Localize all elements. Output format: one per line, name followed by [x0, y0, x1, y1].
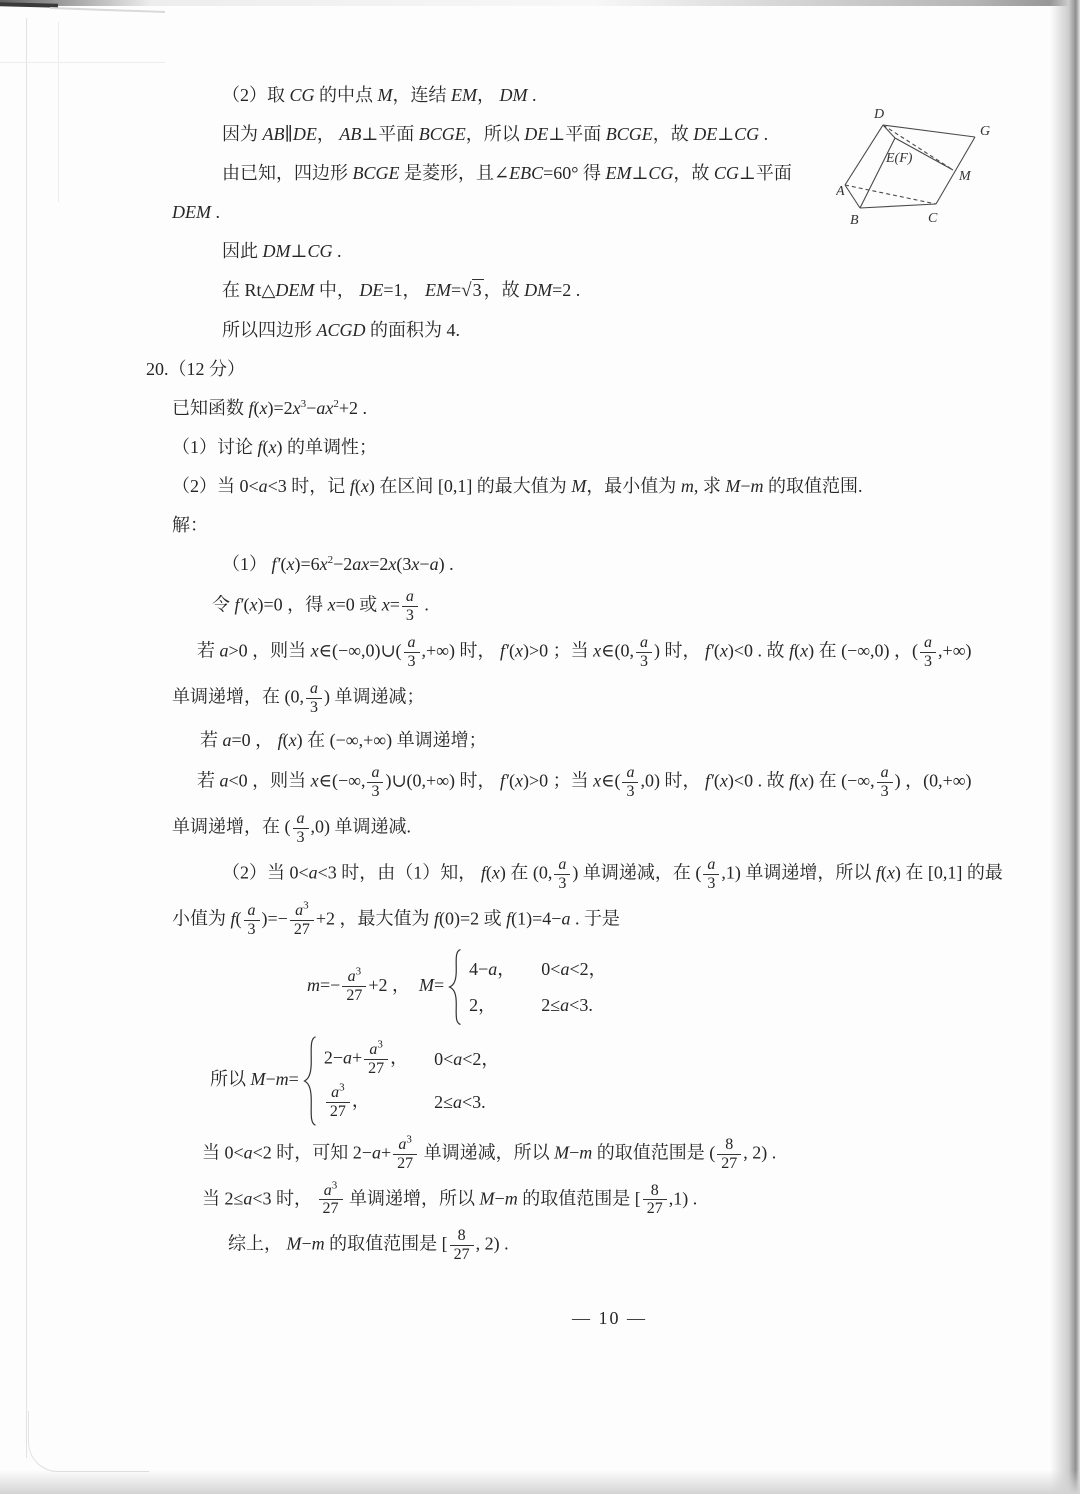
- scan-line-artifact: [0, 62, 165, 63]
- fraction: $\frac{8}{27}$: [450, 1227, 474, 1264]
- fraction: $\frac{a^3}{27}$: [364, 1041, 388, 1078]
- doc-line-1: （2）取 CG 的中点 M，连结 EM， DM .: [222, 85, 537, 105]
- fraction: $\frac{a^3}{27}$: [393, 1136, 417, 1173]
- doc-line-20: （2）当 0<a<3 时，由（1）知， f(x) 在 (0, $\frac{a}{3}$ ) 单调递减，在 ( $\frac{a}{3}$ ,1) 单调递增，所以 f(x) 在 [0,1] 的最: [222, 856, 1003, 892]
- cases-row: 2， 2≤a<3.: [469, 994, 593, 1015]
- doc-line-17: 若 a=0 ， f(x) 在 (−∞,+∞) 单调递增；: [200, 730, 487, 751]
- fraction: $\frac{a}{3}$: [554, 856, 570, 893]
- fraction: $\frac{a}{3}$: [636, 634, 652, 671]
- scan-shadow-bottom: [0, 1470, 1080, 1494]
- doc-line-23: 所以 M−m= 2−a+ $\frac{a^3}{27}$ ， 0<a<2， $\frac{a^3}{27}$ ， 2≤a<3.: [210, 1035, 1047, 1127]
- piecewise-cases: [448, 948, 606, 1026]
- doc-line-24: 当 0<a<2 时，可知 2−a+ $\frac{a^3}{27}$ 单调递减，所以 M−m 的取值范围是 ( $\frac{8}{27}$ , 2) .: [202, 1133, 777, 1172]
- vertex-label-c: C: [928, 211, 938, 226]
- fraction: $\frac{a}{3}$: [402, 588, 418, 625]
- fraction: $\frac{8}{27}$: [643, 1182, 667, 1219]
- doc-line-9: 已知函数 $f(x)=2x^3-ax^2+2$ .: [172, 398, 367, 418]
- fraction: $\frac{a}{3}$: [293, 810, 309, 847]
- doc-line-3: 由已知，四边形 BCGE 是菱形，且∠EBC=60° 得 EM⊥CG，故 CG⊥平面: [222, 163, 792, 183]
- doc-line-15: 若 a>0 ，则当 x∈(−∞,0)∪( $\frac{a}{3}$ ,+∞) 时， f′(x)>0 ；当 x∈(0, $\frac{a}{3}$ ) 时， f′(x)<0 . 故 f(x) 在 (−∞,0) ，( $\frac{a}{3}$ ,+∞): [197, 633, 972, 670]
- scan-edge-left: [26, 18, 27, 1458]
- vertex-label-d: D: [874, 107, 885, 122]
- page-number: — 10 —: [572, 1308, 647, 1329]
- vertex-label-a: A: [836, 184, 845, 199]
- doc-line-6: 在 Rt△DEM 中， DE=1， EM=√3 ，故 DM=2 .: [222, 280, 581, 301]
- doc-line-14: 令 f′(x)=0 ，得 x=0 或 x= $\frac{a}{3}$ .: [212, 588, 429, 624]
- cases-brace: [303, 1035, 317, 1127]
- doc-line-10: （1）讨论 f(x) 的单调性；: [172, 437, 378, 457]
- fraction: $\frac{a}{3}$: [367, 764, 383, 801]
- fraction: $\frac{a^3}{27}$: [290, 902, 314, 939]
- fraction: $\frac{a}{3}$: [622, 764, 638, 801]
- fraction: $\frac{a}{3}$: [244, 902, 260, 939]
- fraction: $\frac{a}{3}$: [920, 634, 936, 671]
- doc-line-25: 当 2≤a<3 时， $\frac{a^3}{27}$ 单调递增，所以 M−m 的取值范围是 [ $\frac{8}{27}$ ,1) .: [202, 1179, 698, 1218]
- document-body: [146, 80, 1047, 1329]
- fraction: $\frac{a}{3}$: [306, 680, 322, 717]
- vertex-label-g: G: [980, 124, 991, 139]
- doc-line-2: 因为 AB∥DE， AB⊥平面 BCGE，所以 DE⊥平面 BCGE，故 DE⊥CG .: [222, 124, 769, 144]
- vertex-label-m: M: [959, 169, 971, 184]
- fraction: $\frac{a}{3}$: [404, 634, 420, 671]
- scan-shadow-right: [1050, 0, 1080, 1494]
- scan-edge-left-inner: [58, 22, 59, 202]
- scan-edge-top: [0, 0, 1080, 6]
- doc-line-12: 解：: [172, 515, 208, 535]
- vertex-label-b: B: [850, 213, 859, 228]
- doc-line-13: （1） $f'(x)=6x^2-2ax=2x(3x-a)$ .: [222, 554, 454, 574]
- cases-brace: [448, 948, 462, 1026]
- cases-row: 2−a+ $\frac{a^3}{27}$ ， 0<a<2，: [323, 1038, 500, 1077]
- doc-line-4: DEM .: [172, 202, 220, 222]
- doc-line-18: 若 a<0 ，则当 x∈(−∞, $\frac{a}{3}$ )∪(0,+∞) 时， f′(x)>0 ；当 x∈( $\frac{a}{3}$ ,0) 时， f′(x)<0 . 故 f(x) 在 (−∞, $\frac{a}{3}$ ) ，(0,+∞): [197, 764, 972, 801]
- doc-line-21: 小值为 f( $\frac{a}{3}$ )=− $\frac{a^3}{27}$ +2 ，最大值为 f(0)=2 或 f(1)=4−a . 于是: [172, 899, 620, 938]
- cases-row: $\frac{a^3}{27}$ ， 2≤a<3.: [320, 1081, 500, 1124]
- sqrt-radical: √3: [461, 280, 482, 301]
- doc-line-16: 单调递增，在 (0, $\frac{a}{3}$ ) 单调递减；: [172, 679, 425, 716]
- doc-line-7: 所以四边形 ACGD 的面积为 4.: [222, 320, 460, 340]
- doc-line-22: m=− $\frac{a^3}{27}$ +2 ， M= 4−a， 0<a<2， 2， 2≤a<3.: [307, 948, 1047, 1026]
- doc-line-5: 因此 DM⊥CG .: [222, 241, 342, 261]
- fraction: $\frac{a}{3}$: [877, 764, 893, 801]
- fraction: $\frac{a^3}{27}$: [319, 1182, 343, 1219]
- fraction: $\frac{a}{3}$: [703, 856, 719, 893]
- doc-line-19: 单调递增，在 ( $\frac{a}{3}$ ,0) 单调递减.: [172, 810, 411, 847]
- scan-corner-step: [50, 7, 165, 13]
- doc-line-26: 综上， M−m 的取值范围是 [ $\frac{8}{27}$ , 2) .: [228, 1227, 509, 1264]
- piecewise-cases: [303, 1035, 500, 1127]
- vertex-label-ef: E(F): [886, 151, 913, 166]
- fraction: $\frac{a^3}{27}$: [342, 968, 366, 1005]
- doc-line-11: （2）当 0<a<3 时，记 f(x) 在区间 [0,1] 的最大值为 M，最小值为 m, 求 M−m 的取值范围.: [172, 476, 863, 496]
- doc-line-8: 20.（12 分）: [146, 359, 245, 379]
- scan-page-corner: [28, 1411, 149, 1472]
- cases-row: 4−a， 0<a<2，: [469, 958, 607, 979]
- fraction: $\frac{a^3}{27}$: [326, 1084, 350, 1121]
- fraction: $\frac{8}{27}$: [717, 1136, 741, 1173]
